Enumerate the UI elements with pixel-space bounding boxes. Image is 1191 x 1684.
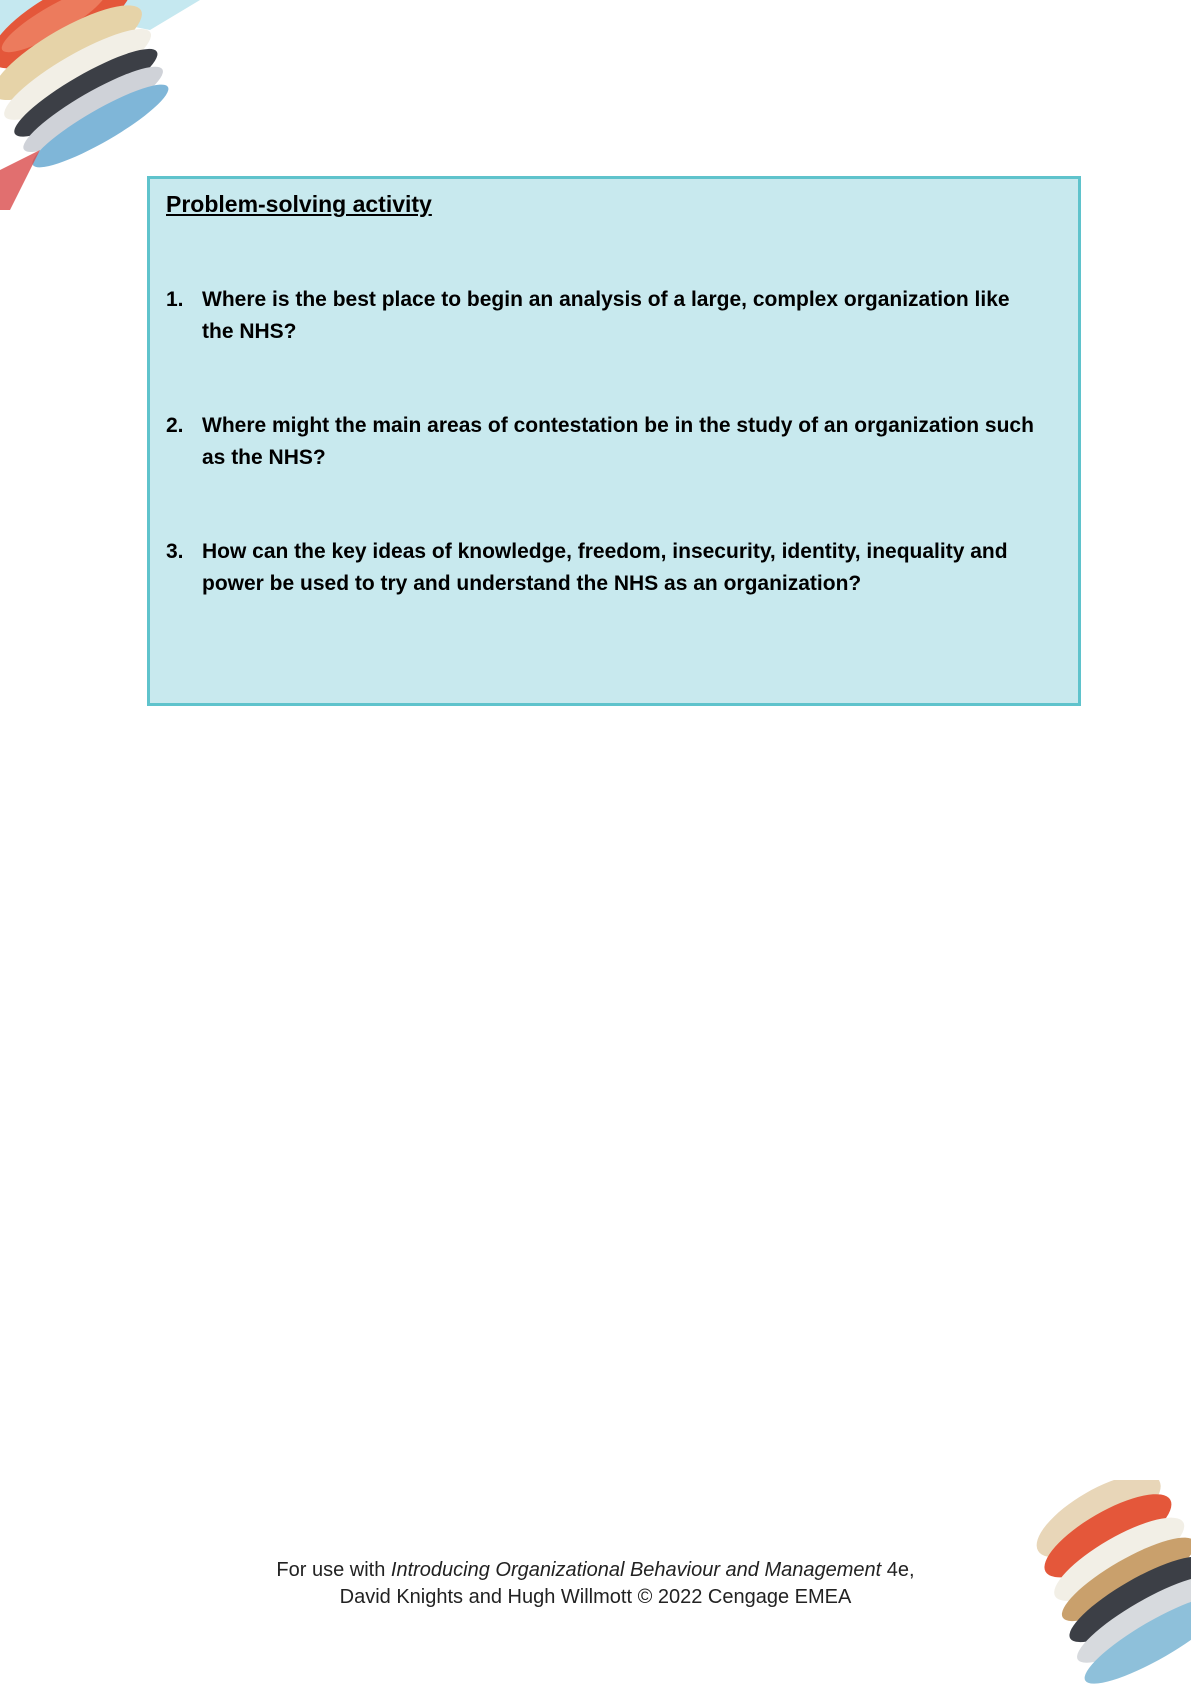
question-text: Where might the main areas of contestation be in the study of an organization such as the NHS? <box>202 414 1034 469</box>
question-number: 1. <box>166 288 184 311</box>
activity-title: Problem-solving activity <box>166 191 432 217</box>
question-item <box>166 536 1046 600</box>
problem-solving-activity-box <box>147 176 1081 706</box>
question-item <box>166 284 1046 348</box>
page-footer <box>0 1557 1191 1611</box>
footer-edition: 4e, <box>881 1559 915 1581</box>
question-text: Where is the best place to begin an analysis of a large, complex organization like the NHS? <box>202 288 1010 343</box>
question-number: 2. <box>166 414 184 437</box>
question-item <box>166 410 1046 474</box>
question-text: How can the key ideas of knowledge, freedom, insecurity, identity, inequality and power be used to try and understand the NHS as an organization? <box>202 540 1008 595</box>
footer-line-2: David Knights and Hugh Willmott © 2022 Cengage EMEA <box>339 1586 852 1608</box>
question-number: 3. <box>166 540 184 563</box>
footer-prefix: For use with <box>276 1559 391 1581</box>
footer-book-title: Introducing Organizational Behaviour and Management <box>390 1559 882 1581</box>
footer-line-1 <box>0 1557 1191 1584</box>
